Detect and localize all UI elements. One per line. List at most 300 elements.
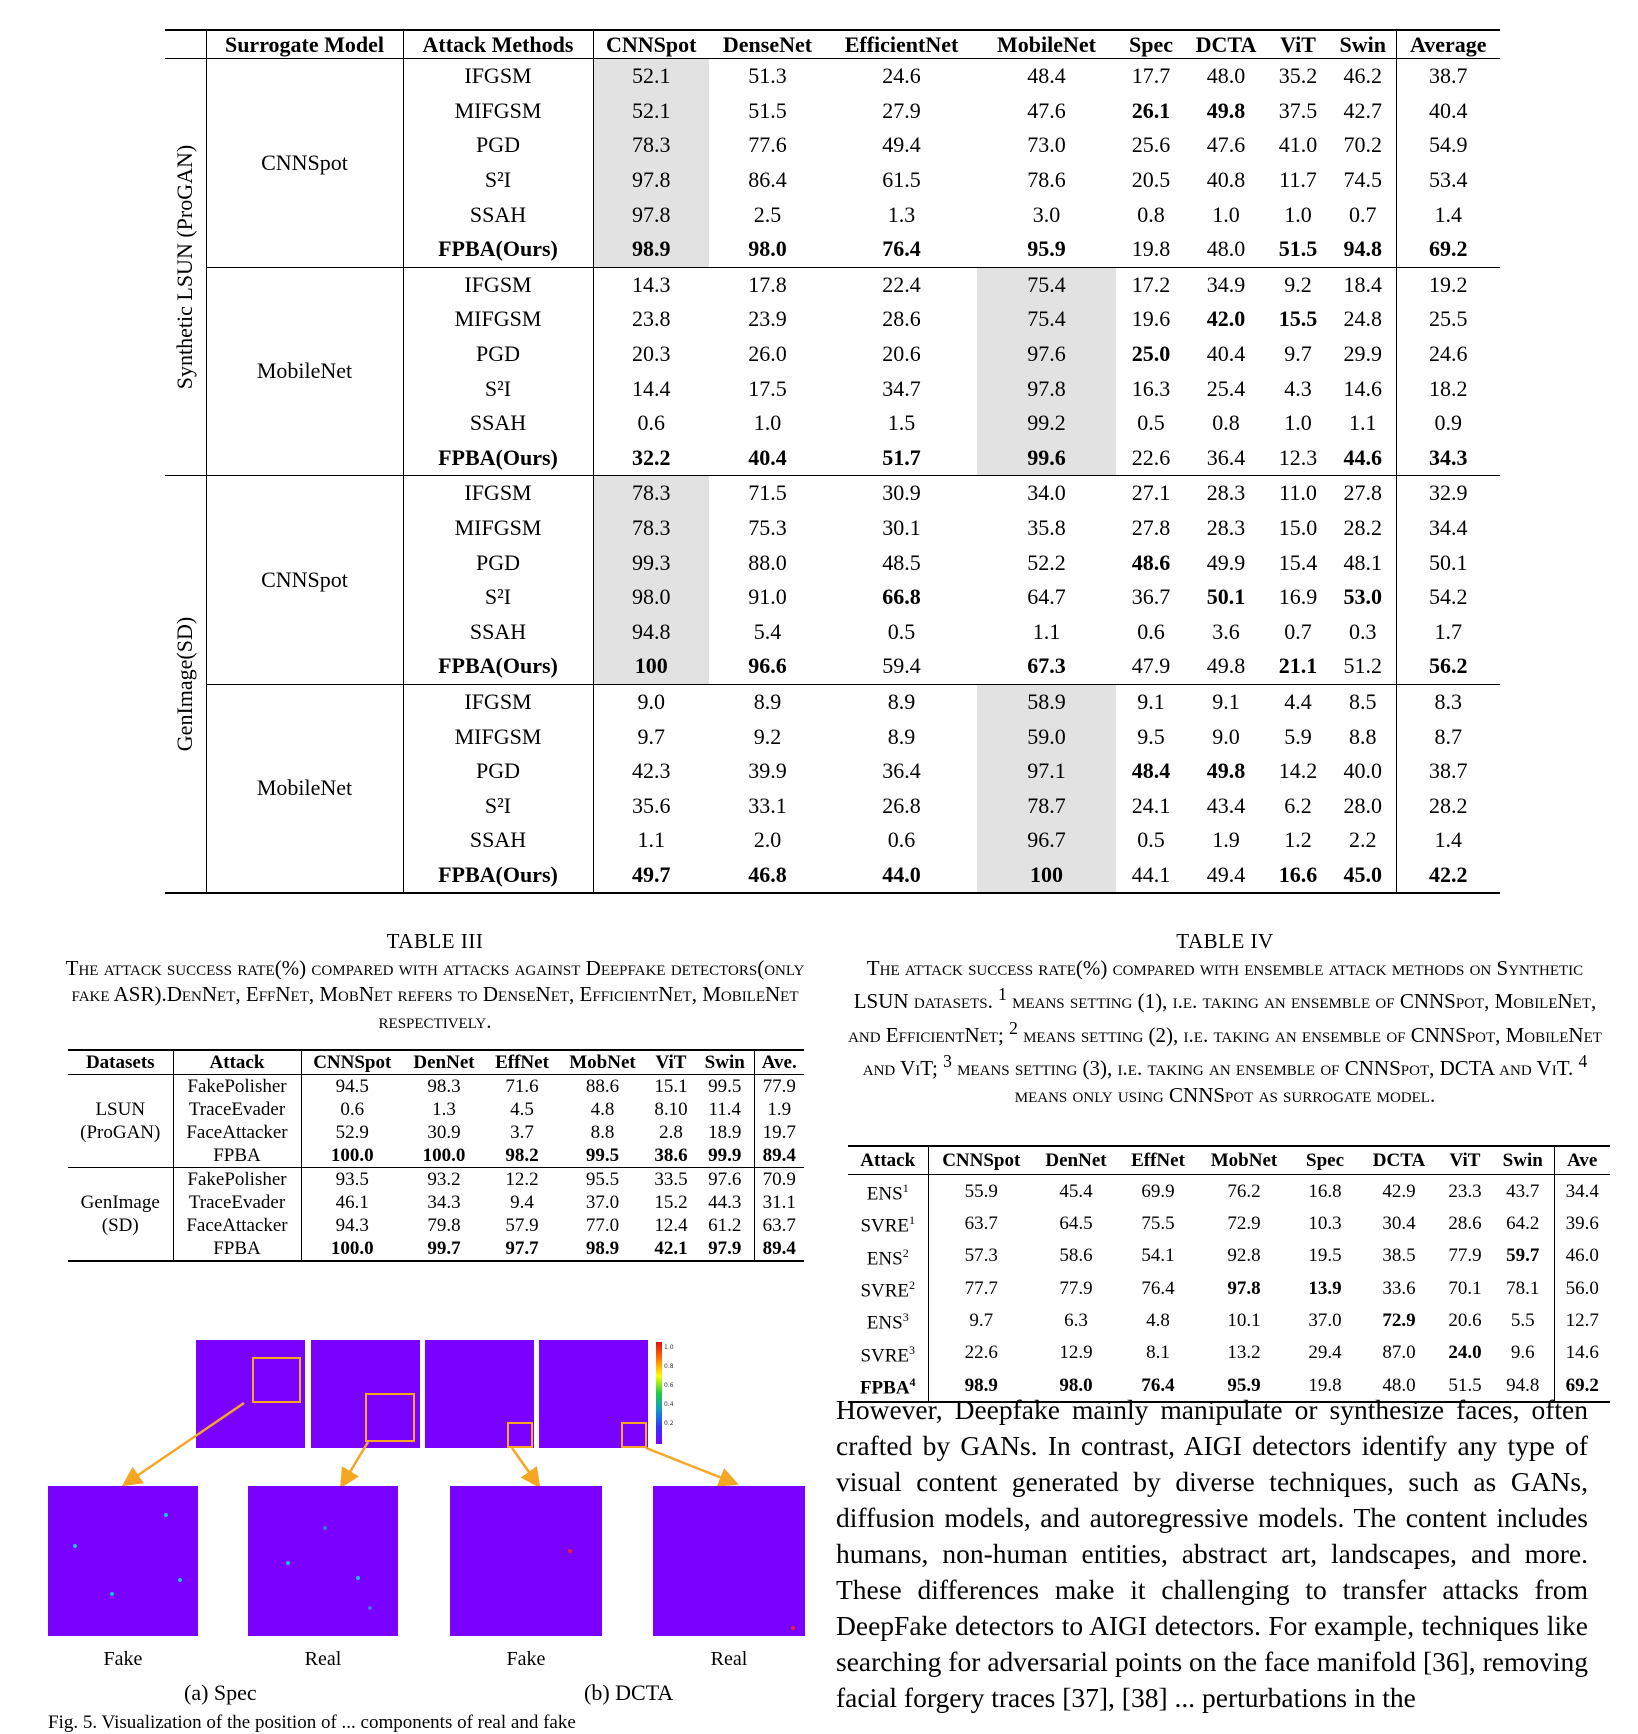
- table-row: [165, 267, 1500, 302]
- table-row: [848, 1175, 1610, 1208]
- value-cell: 8.5: [1330, 684, 1396, 719]
- value-cell: 71.6: [505, 1076, 539, 1097]
- value-cell: 55.9: [964, 1180, 998, 1202]
- value-cell: 28.3: [1206, 480, 1246, 506]
- table-row: [68, 1075, 804, 1099]
- header-cell: CNNSpot: [301, 1050, 403, 1075]
- header-cell: MobNet: [559, 1050, 646, 1075]
- value-cell: 18.4: [1330, 267, 1396, 302]
- value-cell: 98.0: [1034, 1369, 1118, 1402]
- value-cell: 78.3: [593, 476, 709, 511]
- table-row: [165, 59, 1500, 94]
- value-cell: 15.5: [1278, 306, 1318, 332]
- value-cell: 42.9: [1382, 1180, 1416, 1202]
- setting-superscript: 3: [909, 1342, 916, 1357]
- value-cell: 8.8: [1330, 719, 1396, 754]
- value-cell: 64.5: [1059, 1212, 1093, 1234]
- value-cell: 99.5: [696, 1075, 754, 1099]
- value-cell: 33.5: [654, 1169, 688, 1190]
- value-cell: 1.1: [1032, 618, 1061, 644]
- value-cell: 51.7: [826, 441, 977, 476]
- header-cell: Attack: [173, 1050, 301, 1075]
- value-cell: 77.9: [762, 1076, 796, 1097]
- fig-label: Real: [304, 1648, 342, 1670]
- attack-method-cell: IFGSM: [403, 476, 593, 511]
- value-cell: 35.6: [632, 792, 671, 818]
- attack-method-cell: FPBA(Ours): [403, 858, 593, 894]
- attack-method-cell: SSAH: [403, 615, 593, 650]
- value-cell: 92.8: [1227, 1245, 1261, 1267]
- value-cell: 69.2: [1554, 1369, 1610, 1402]
- value-cell: 27.8: [1131, 515, 1171, 541]
- value-cell: 34.3: [427, 1192, 461, 1213]
- value-cell: 1.4: [1434, 201, 1462, 227]
- dataset-name: GenImage(SD): [172, 616, 198, 752]
- header-cell: ViT: [1438, 1146, 1492, 1175]
- value-cell: 77.0: [585, 1215, 620, 1236]
- attack-method-cell: IFGSM: [403, 59, 593, 94]
- value-cell: 19.8: [1116, 232, 1186, 267]
- value-cell: 27.9: [882, 97, 921, 123]
- value-cell: 9.6: [1492, 1337, 1554, 1369]
- attack-method-cell: S²I: [403, 163, 593, 198]
- value-cell: 48.0: [1186, 232, 1266, 267]
- fig-label: Fake: [103, 1648, 143, 1670]
- attack-cell: FPBA: [173, 1237, 301, 1261]
- value-cell: 97.9: [696, 1237, 754, 1261]
- value-cell: 17.2: [1131, 271, 1171, 297]
- attack-method-cell: MIFGSM: [403, 719, 593, 754]
- value-cell: 27.1: [1131, 480, 1171, 506]
- value-cell: 20.6: [882, 341, 921, 367]
- header-cell: Datasets: [68, 1050, 173, 1075]
- table-row: [165, 476, 1500, 511]
- attack-name: FPBA: [859, 1377, 910, 1399]
- value-cell: 1.5: [887, 410, 916, 436]
- value-cell: 12.2: [505, 1169, 539, 1190]
- value-cell: 97.6: [977, 337, 1116, 372]
- value-cell: 0.9: [1434, 410, 1462, 436]
- setting-superscript: 4: [909, 1374, 916, 1389]
- attack-cell: [848, 1175, 928, 1208]
- attack-cell: FakePolisher: [173, 1168, 301, 1192]
- attack-method-cell: IFGSM: [403, 267, 593, 302]
- value-cell: 1.3: [432, 1099, 456, 1120]
- value-cell: 20.5: [1131, 167, 1171, 193]
- header-cell: Ave.: [754, 1050, 804, 1075]
- value-cell: 8.7: [1434, 723, 1462, 749]
- table3-caption-text: The attack success rate(%) compared with attacks against Deepfake detectors(only fake ASR).DenNet, EffNet, MobNet refers to DenseNet, EfficientNet, MobileNet respectively.: [65, 955, 805, 1033]
- value-cell: 2.2: [1330, 823, 1396, 858]
- value-cell: 0.7: [1330, 197, 1396, 232]
- figure-5: [0, 1330, 820, 1720]
- value-cell: 1.1: [1330, 406, 1396, 441]
- value-cell: 29.4: [1308, 1342, 1342, 1364]
- attack-method-cell: FPBA(Ours): [403, 232, 593, 267]
- value-cell: 14.6: [1330, 371, 1396, 406]
- value-cell: 52.9: [335, 1122, 369, 1143]
- value-cell: 75.4: [977, 267, 1116, 302]
- value-cell: 9.4: [510, 1192, 534, 1213]
- table-row: [848, 1272, 1610, 1304]
- spec-real-zoom: [248, 1486, 398, 1636]
- value-cell: 30.1: [882, 515, 921, 541]
- dataset-line: LSUN: [95, 1099, 146, 1120]
- caption-part: means setting (3), i.e. taking an ensemble of CNNSpot, DCTA and ViT.: [951, 1056, 1579, 1080]
- value-cell: 78.1: [1492, 1272, 1554, 1304]
- value-cell: 69.9: [1141, 1180, 1175, 1202]
- value-cell: 34.4: [1429, 515, 1468, 541]
- value-cell: 32.2: [593, 441, 709, 476]
- value-cell: 51.5: [748, 97, 787, 123]
- value-cell: 73.0: [1027, 132, 1066, 158]
- value-cell: 52.1: [593, 59, 709, 94]
- value-cell: 53.0: [1330, 580, 1396, 615]
- table4-caption: [845, 928, 1605, 1108]
- value-cell: 77.9: [1448, 1245, 1482, 1267]
- value-cell: 46.8: [709, 858, 826, 894]
- value-cell: 20.6: [1448, 1309, 1482, 1331]
- value-cell: 97.6: [696, 1168, 754, 1192]
- attack-method-cell: SSAH: [403, 197, 593, 232]
- value-cell: 0.6: [887, 827, 916, 853]
- attack-method-cell: MIFGSM: [403, 94, 593, 129]
- table-row: [68, 1191, 804, 1214]
- dataset-line: GenImage: [80, 1192, 160, 1213]
- value-cell: 19.2: [1429, 271, 1468, 297]
- value-cell: 8.8: [590, 1122, 615, 1143]
- attack-method-cell: S²I: [403, 371, 593, 406]
- value-cell: 4.8: [590, 1099, 615, 1120]
- value-cell: 48.6: [1131, 549, 1171, 575]
- value-cell: 42.2: [1396, 858, 1500, 894]
- value-cell: 34.0: [1027, 480, 1066, 506]
- value-cell: 40.4: [709, 441, 826, 476]
- value-cell: 13.2: [1227, 1342, 1261, 1364]
- table-row: [68, 1121, 804, 1144]
- value-cell: 1.2: [1284, 827, 1312, 853]
- value-cell: 95.9: [977, 232, 1116, 267]
- value-cell: 97.8: [977, 371, 1116, 406]
- table-row: [68, 1214, 804, 1237]
- value-cell: 20.3: [632, 341, 671, 367]
- value-cell: 17.8: [748, 271, 787, 297]
- value-cell: 74.5: [1330, 163, 1396, 198]
- table-row: [68, 1098, 804, 1121]
- value-cell: 9.0: [637, 688, 665, 714]
- value-cell: 67.3: [977, 649, 1116, 684]
- surrogate-model-cell: MobileNet: [206, 684, 403, 893]
- value-cell: 44.3: [696, 1191, 754, 1214]
- attack-method-cell: MIFGSM: [403, 511, 593, 546]
- header-blank: [165, 30, 206, 59]
- attack-cell: [848, 1304, 928, 1336]
- value-cell: 9.7: [1284, 341, 1312, 367]
- value-cell: 51.2: [1330, 649, 1396, 684]
- table3-caption: [50, 928, 820, 1034]
- value-cell: 46.0: [1565, 1245, 1599, 1267]
- value-cell: 97.1: [977, 754, 1116, 789]
- value-cell: 26.8: [882, 792, 921, 818]
- zoom-arrows: [0, 1330, 820, 1510]
- subcaption-dcta: (b) DCTA: [584, 1680, 674, 1705]
- value-cell: 72.9: [1382, 1309, 1416, 1331]
- value-cell: 48.1: [1330, 545, 1396, 580]
- value-cell: 42.1: [646, 1237, 696, 1261]
- value-cell: 23.9: [748, 306, 787, 332]
- fig-label: Fake: [506, 1648, 546, 1670]
- value-cell: 97.8: [593, 197, 709, 232]
- attack-method-cell: IFGSM: [403, 684, 593, 719]
- attack-cell: FPBA: [173, 1144, 301, 1168]
- value-cell: 1.0: [753, 410, 782, 436]
- value-cell: 87.0: [1382, 1342, 1416, 1364]
- value-cell: 10.1: [1227, 1309, 1261, 1331]
- value-cell: 35.8: [1027, 515, 1066, 541]
- value-cell: 97.8: [1227, 1277, 1261, 1299]
- value-cell: 8.9: [887, 723, 916, 749]
- results-table-top: [165, 29, 1500, 894]
- value-cell: 0.6: [637, 410, 665, 436]
- table-row: [848, 1337, 1610, 1369]
- value-cell: 57.9: [505, 1215, 539, 1236]
- figure-caption: Fig. 5. Visualization of the position of ... components of real and fake: [48, 1712, 576, 1733]
- value-cell: 30.9: [882, 480, 921, 506]
- value-cell: 1.0: [1284, 201, 1312, 227]
- value-cell: 6.3: [1064, 1309, 1088, 1331]
- dataset-cell: [68, 1075, 173, 1168]
- value-cell: 34.9: [1206, 271, 1246, 297]
- surrogate-model-cell: CNNSpot: [206, 476, 403, 685]
- value-cell: 25.4: [1206, 375, 1246, 401]
- header-cell: Ave: [1554, 1146, 1610, 1175]
- value-cell: 45.0: [1330, 858, 1396, 894]
- header-cell: Attack: [848, 1146, 928, 1175]
- value-cell: 42.3: [632, 758, 671, 784]
- caption-sup: 1: [998, 984, 1007, 1004]
- value-cell: 9.2: [1284, 271, 1312, 297]
- value-cell: 99.2: [977, 406, 1116, 441]
- attack-method-cell: FPBA(Ours): [403, 441, 593, 476]
- value-cell: 56.0: [1565, 1277, 1599, 1299]
- value-cell: 59.4: [826, 649, 977, 684]
- value-cell: 28.6: [1448, 1212, 1482, 1234]
- value-cell: 94.8: [593, 615, 709, 650]
- value-cell: 37.0: [585, 1192, 620, 1213]
- value-cell: 56.2: [1396, 649, 1500, 684]
- subcaption-spec: (a) Spec: [184, 1680, 257, 1705]
- header-cell: Spec: [1290, 1146, 1360, 1175]
- value-cell: 36.4: [1186, 441, 1266, 476]
- value-cell: 8.9: [753, 688, 782, 714]
- value-cell: 71.5: [748, 480, 787, 506]
- caption-part: means only using CNNSpot as surrogate model.: [1014, 1082, 1436, 1107]
- value-cell: 51.5: [1438, 1369, 1492, 1402]
- value-cell: 17.7: [1131, 63, 1171, 89]
- value-cell: 98.3: [427, 1076, 461, 1097]
- value-cell: 28.2: [1330, 511, 1396, 546]
- value-cell: 98.0: [709, 232, 826, 267]
- value-cell: 94.8: [1330, 232, 1396, 267]
- value-cell: 49.8: [1186, 649, 1266, 684]
- value-cell: 24.1: [1131, 792, 1171, 818]
- value-cell: 59.7: [1492, 1240, 1554, 1272]
- value-cell: 78.7: [977, 788, 1116, 823]
- value-cell: 52.2: [1027, 549, 1066, 575]
- value-cell: 21.1: [1266, 649, 1330, 684]
- spec-fake-zoom: [48, 1486, 198, 1636]
- value-cell: 4.5: [510, 1099, 534, 1120]
- value-cell: 59.0: [977, 719, 1116, 754]
- value-cell: 19.6: [1131, 306, 1171, 332]
- value-cell: 12.7: [1565, 1309, 1599, 1331]
- header-cell: DenNet: [1034, 1146, 1118, 1175]
- table-row: [165, 684, 1500, 719]
- setting-superscript: 2: [902, 1245, 909, 1260]
- table-header-row: [165, 30, 1500, 59]
- value-cell: 17.5: [748, 375, 787, 401]
- value-cell: 44.1: [1116, 858, 1186, 894]
- value-cell: 61.5: [882, 167, 921, 193]
- value-cell: 66.8: [882, 584, 921, 610]
- value-cell: 35.2: [1278, 63, 1318, 89]
- value-cell: 95.5: [585, 1169, 620, 1190]
- value-cell: 99.7: [403, 1237, 485, 1261]
- value-cell: 9.2: [753, 723, 782, 749]
- colorbar-tick: 1.0: [664, 1344, 674, 1351]
- value-cell: 96.6: [709, 649, 826, 684]
- value-cell: 28.6: [882, 306, 921, 332]
- value-cell: 40.4: [1206, 341, 1246, 367]
- value-cell: 1.0: [1284, 410, 1312, 436]
- attack-cell: TraceEvader: [173, 1098, 301, 1121]
- value-cell: 69.2: [1396, 232, 1500, 267]
- value-cell: 79.8: [427, 1215, 461, 1236]
- attack-name: ENS: [866, 1183, 903, 1205]
- value-cell: 44.0: [826, 858, 977, 894]
- header-cell: ViT: [646, 1050, 696, 1075]
- value-cell: 37.0: [1308, 1309, 1342, 1331]
- value-cell: 58.9: [977, 684, 1116, 719]
- value-cell: 76.2: [1227, 1180, 1261, 1202]
- value-cell: 0.7: [1284, 618, 1312, 644]
- colorbar-tick: 0.8: [664, 1363, 674, 1370]
- dataset-label: [165, 476, 206, 894]
- value-cell: 9.5: [1137, 723, 1165, 749]
- value-cell: 77.7: [964, 1277, 998, 1299]
- value-cell: 54.2: [1429, 584, 1468, 610]
- dcta-real-zoom: [653, 1486, 805, 1636]
- value-cell: 37.5: [1278, 97, 1318, 123]
- value-cell: 2.8: [659, 1122, 683, 1143]
- value-cell: 3.6: [1212, 618, 1240, 644]
- value-cell: 13.9: [1308, 1277, 1342, 1299]
- value-cell: 54.9: [1429, 132, 1468, 158]
- attack-method-cell: MIFGSM: [403, 302, 593, 337]
- attack-cell: FaceAttacker: [173, 1214, 301, 1237]
- value-cell: 36.4: [882, 758, 921, 784]
- value-cell: 58.6: [1059, 1245, 1093, 1267]
- table-row: [848, 1240, 1610, 1272]
- dataset-name: Synthetic LSUN (ProGAN): [172, 144, 198, 390]
- value-cell: 53.4: [1429, 167, 1468, 193]
- value-cell: 32.9: [1429, 480, 1468, 506]
- value-cell: 64.2: [1492, 1207, 1554, 1239]
- value-cell: 1.4: [1434, 827, 1462, 853]
- value-cell: 11.7: [1279, 167, 1317, 193]
- value-cell: 1.3: [887, 201, 916, 227]
- attack-method-cell: S²I: [403, 788, 593, 823]
- value-cell: 39.6: [1565, 1212, 1599, 1234]
- value-cell: 44.6: [1330, 441, 1396, 476]
- table-row: [848, 1207, 1610, 1239]
- value-cell: 38.5: [1382, 1245, 1416, 1267]
- paragraph-text: However, Deepfake mainly manipulate or synthesize faces, often crafted by GANs. In contrast, AIGI detectors identify any type of visual content generated by diverse techniques, such as GANs, diffusion models, and autoregressive models. The content includes humans, non-human entities, abstract art, landscapes, and more. These differences make it challenging to transfer attacks from DeepFake detectors to AIGI detectors. For example, techniques like searching for adversarial points on the face manifold [36], removing facial forgery traces [37], [38] ... perturbations in the: [836, 1394, 1588, 1713]
- value-cell: 88.0: [748, 549, 787, 575]
- value-cell: 14.4: [632, 375, 671, 401]
- value-cell: 9.0: [1212, 723, 1240, 749]
- header-cell: DenseNet: [709, 30, 826, 59]
- value-cell: 33.1: [748, 792, 787, 818]
- value-cell: 70.9: [762, 1169, 796, 1190]
- value-cell: 57.3: [964, 1245, 998, 1267]
- value-cell: 23.8: [632, 306, 671, 332]
- value-cell: 99.6: [977, 441, 1116, 476]
- value-cell: 0.3: [1330, 615, 1396, 650]
- value-cell: 51.5: [1266, 232, 1330, 267]
- caption-part: The attack success rate(%) compared with ensemble attack methods on Synthetic LSUN datasets.: [853, 955, 1584, 1013]
- value-cell: 49.7: [593, 858, 709, 894]
- value-cell: 98.9: [593, 232, 709, 267]
- attack-method-cell: FPBA(Ours): [403, 649, 593, 684]
- attack-method-cell: SSAH: [403, 823, 593, 858]
- value-cell: 4.8: [1146, 1309, 1170, 1331]
- value-cell: 25.6: [1131, 132, 1171, 158]
- value-cell: 4.4: [1284, 688, 1312, 714]
- value-cell: 24.6: [1429, 341, 1468, 367]
- table-header-row: [68, 1050, 804, 1075]
- value-cell: 43.7: [1492, 1175, 1554, 1208]
- value-cell: 49.8: [1206, 97, 1246, 123]
- attack-cell: [848, 1240, 928, 1272]
- value-cell: 29.9: [1330, 337, 1396, 372]
- value-cell: 25.0: [1131, 341, 1171, 367]
- value-cell: 28.0: [1330, 788, 1396, 823]
- value-cell: 48.4: [1131, 758, 1171, 784]
- value-cell: 96.7: [977, 823, 1116, 858]
- caption-part: means setting (1), i.e. taking an ensemble of CNNSpot, MobileNet, and EfficientNet;: [848, 989, 1597, 1047]
- value-cell: 9.1: [1137, 688, 1165, 714]
- attack-method-cell: PGD: [403, 754, 593, 789]
- header-cell: EffNet: [1118, 1146, 1198, 1175]
- value-cell: 100.0: [403, 1144, 485, 1168]
- value-cell: 33.6: [1382, 1277, 1416, 1299]
- attack-method-cell: SSAH: [403, 406, 593, 441]
- caption-sup: 4: [1578, 1051, 1588, 1071]
- value-cell: 97.7: [485, 1237, 559, 1261]
- value-cell: 16.8: [1308, 1180, 1342, 1202]
- table4: [848, 1145, 1610, 1403]
- value-cell: 100: [593, 649, 709, 684]
- value-cell: 8.1: [1146, 1342, 1170, 1364]
- value-cell: 89.4: [754, 1237, 804, 1261]
- value-cell: 45.4: [1059, 1180, 1093, 1202]
- header-cell: DenNet: [403, 1050, 485, 1075]
- table4-caption-text: [845, 955, 1605, 1109]
- value-cell: 78.3: [593, 511, 709, 546]
- value-cell: 34.4: [1565, 1180, 1599, 1202]
- value-cell: 34.3: [1396, 441, 1500, 476]
